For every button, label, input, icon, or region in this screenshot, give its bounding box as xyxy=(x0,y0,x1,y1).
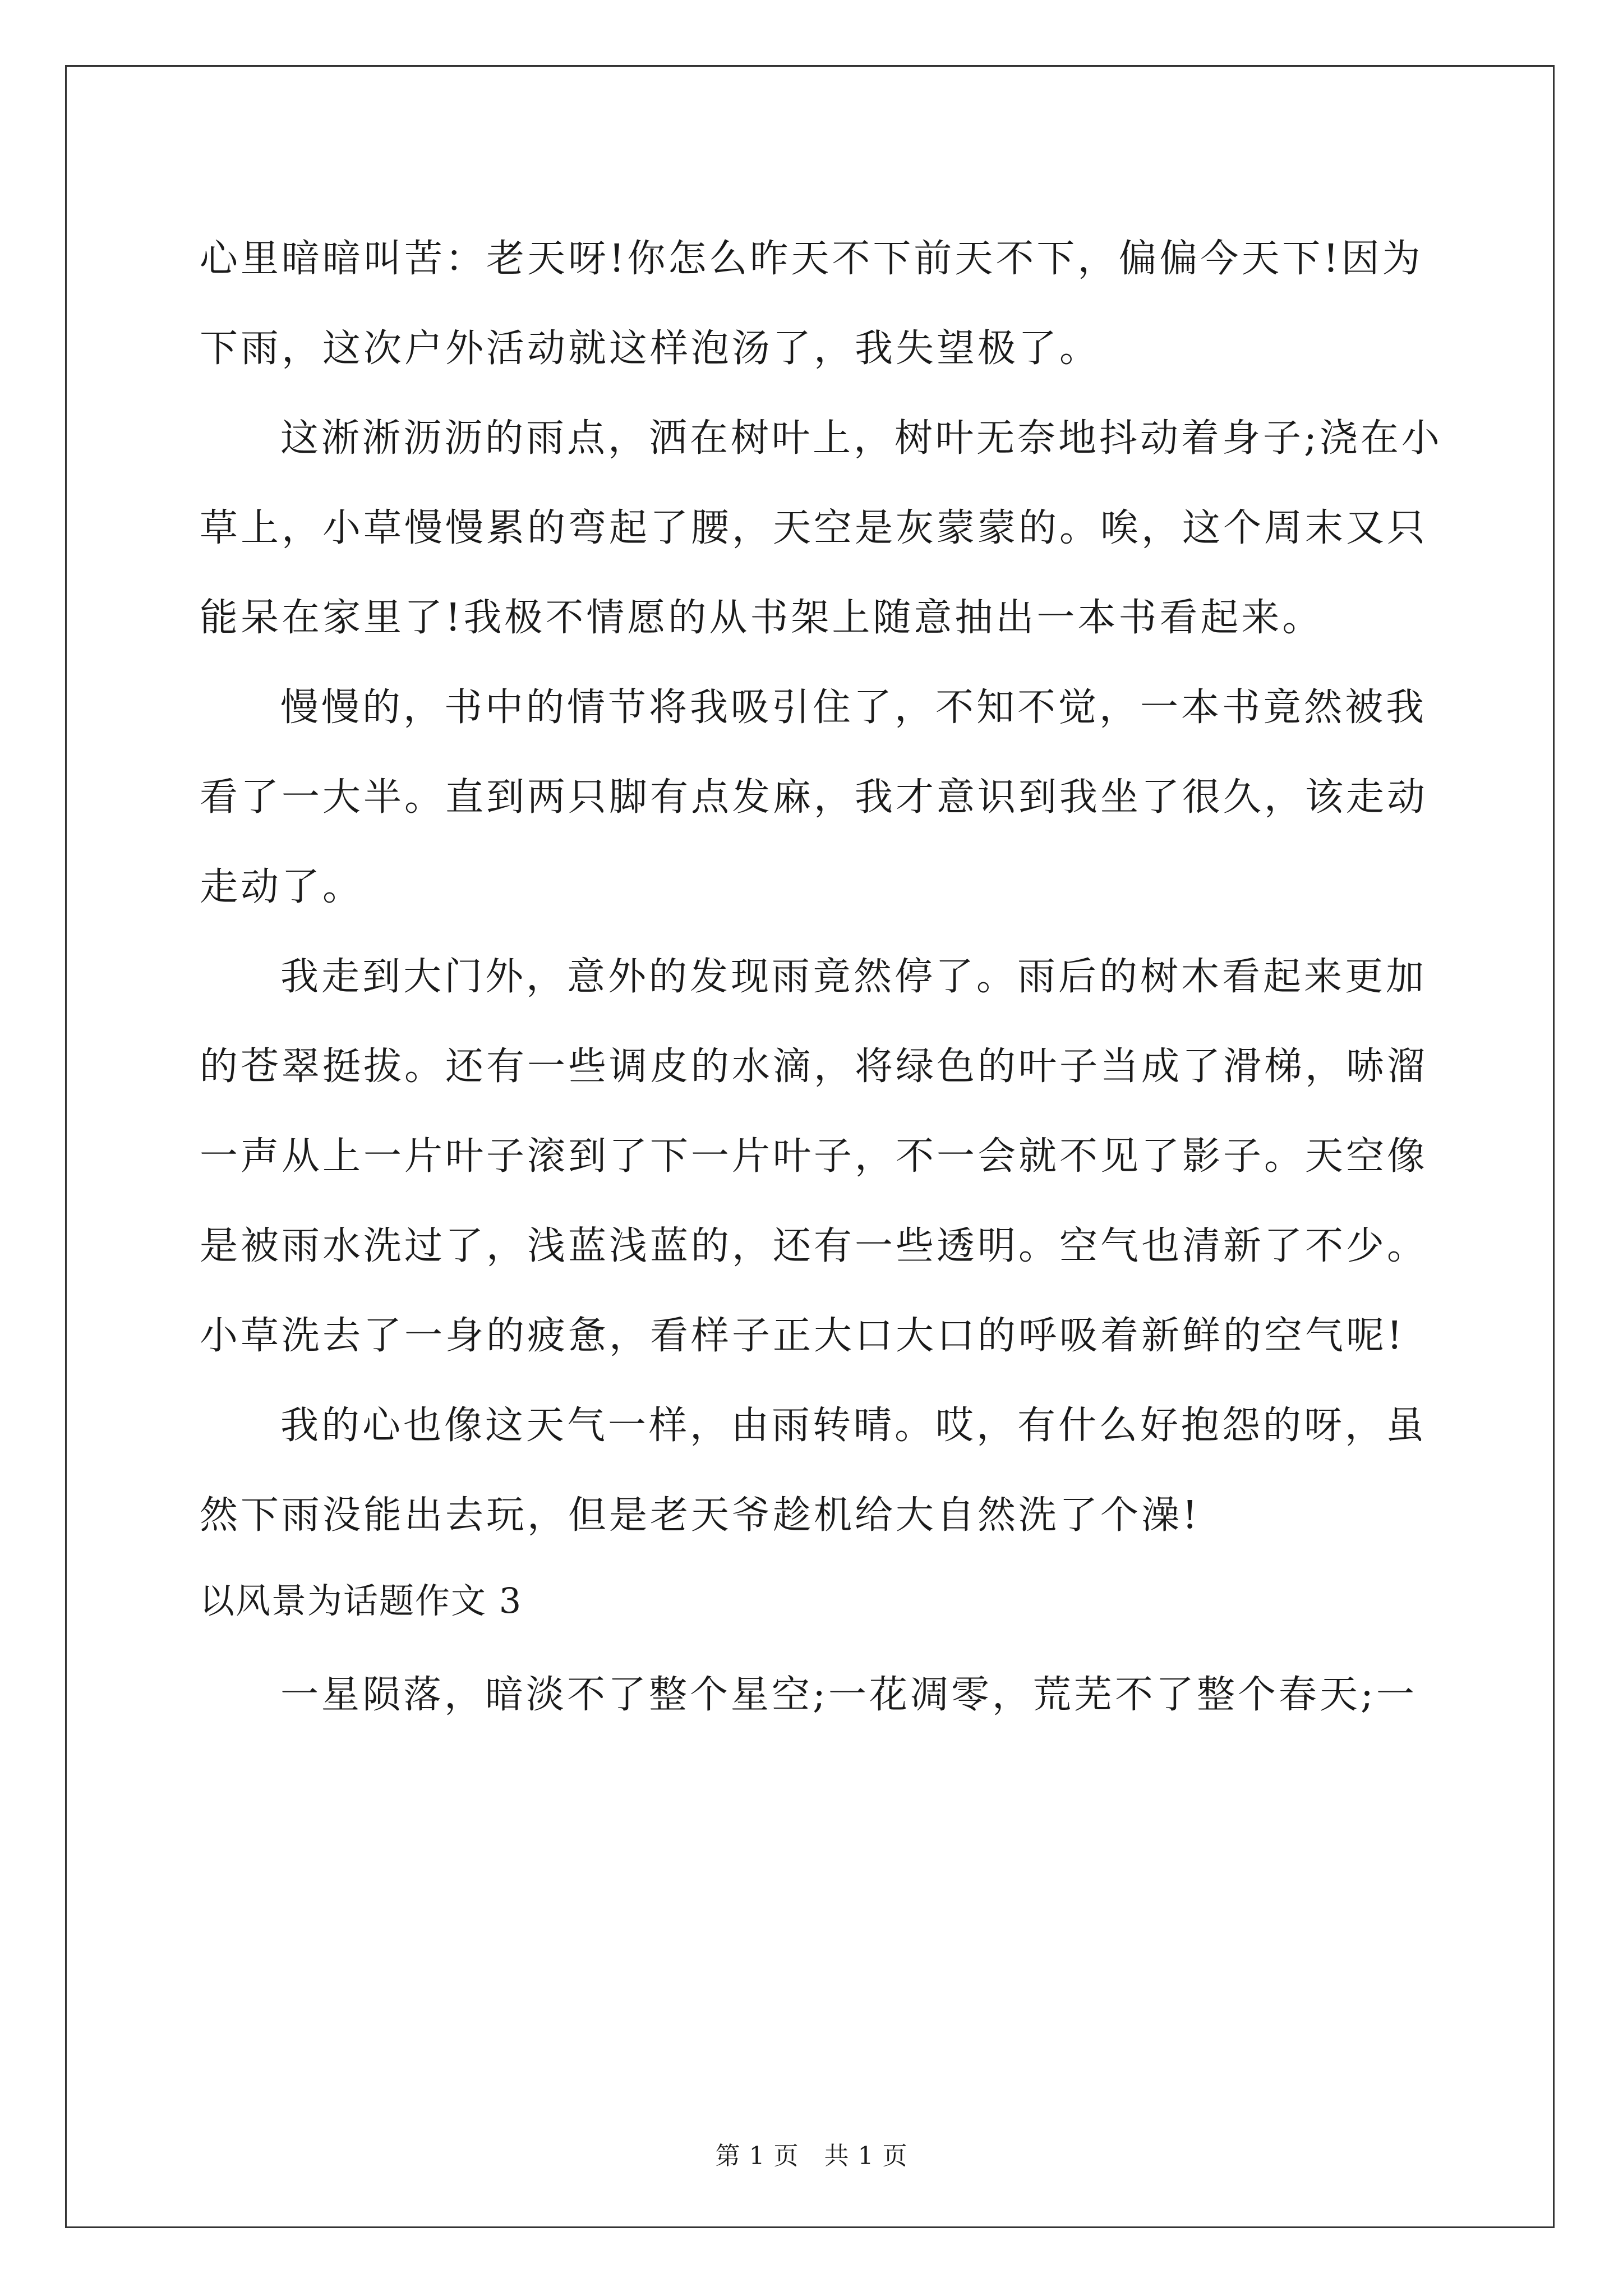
body-text-line: 小草洗去了一身的疲惫，看样子正大口大口的呼吸着新鲜的空气呢! xyxy=(200,1314,1405,1358)
body-text-line: 的苍翠挺拔。还有一些调皮的水滴，将绿色的叶子当成了滑梯，哧溜 xyxy=(200,1045,1428,1089)
body-text-line: 下雨，这次户外活动就这样泡汤了，我失望极了。 xyxy=(200,326,1101,371)
body-text-line: 然下雨没能出去玩，但是老天爷趁机给大自然洗了个澡! xyxy=(200,1493,1201,1538)
body-text-line: 心里暗暗叫苦：老天呀!你怎么昨天不下前天不下，偏偏今天下!因为 xyxy=(200,237,1423,281)
body-text-line: 一声从上一片叶子滚到了下一片叶子，不一会就不见了影子。天空像 xyxy=(200,1134,1428,1179)
section-heading: 以风景为话题作文 3 xyxy=(200,1580,523,1621)
body-text-line: 是被雨水洗过了，浅蓝浅蓝的，还有一些透明。空气也清新了不少。 xyxy=(200,1224,1428,1268)
body-text-line: 我走到大门外，意外的发现雨竟然停了。雨后的树木看起来更加 xyxy=(280,955,1427,999)
body-text-line: 我的心也像这天气一样，由雨转晴。哎，有什么好抱怨的呀，虽 xyxy=(280,1404,1427,1448)
body-text-line: 一星陨落，暗淡不了整个星空;一花凋零，荒芜不了整个春天;一 xyxy=(280,1673,1417,1717)
body-text-line: 草上，小草慢慢累的弯起了腰，天空是灰蒙蒙的。唉，这个周末又只 xyxy=(200,506,1428,550)
body-text-line: 走动了。 xyxy=(200,865,364,909)
page-footer: 第 1 页 共 1 页 xyxy=(715,2142,908,2170)
body-text-line: 看了一大半。直到两只脚有点发麻，我才意识到我坐了很久，该走动 xyxy=(200,775,1428,820)
body-text-line: 能呆在家里了!我极不情愿的从书架上随意抽出一本书看起来。 xyxy=(200,596,1324,640)
body-text-line: 这淅淅沥沥的雨点，洒在树叶上，树叶无奈地抖动着身子;浇在小 xyxy=(280,416,1442,461)
body-text-line: 慢慢的，书中的情节将我吸引住了，不知不觉，一本书竟然被我 xyxy=(280,685,1427,730)
